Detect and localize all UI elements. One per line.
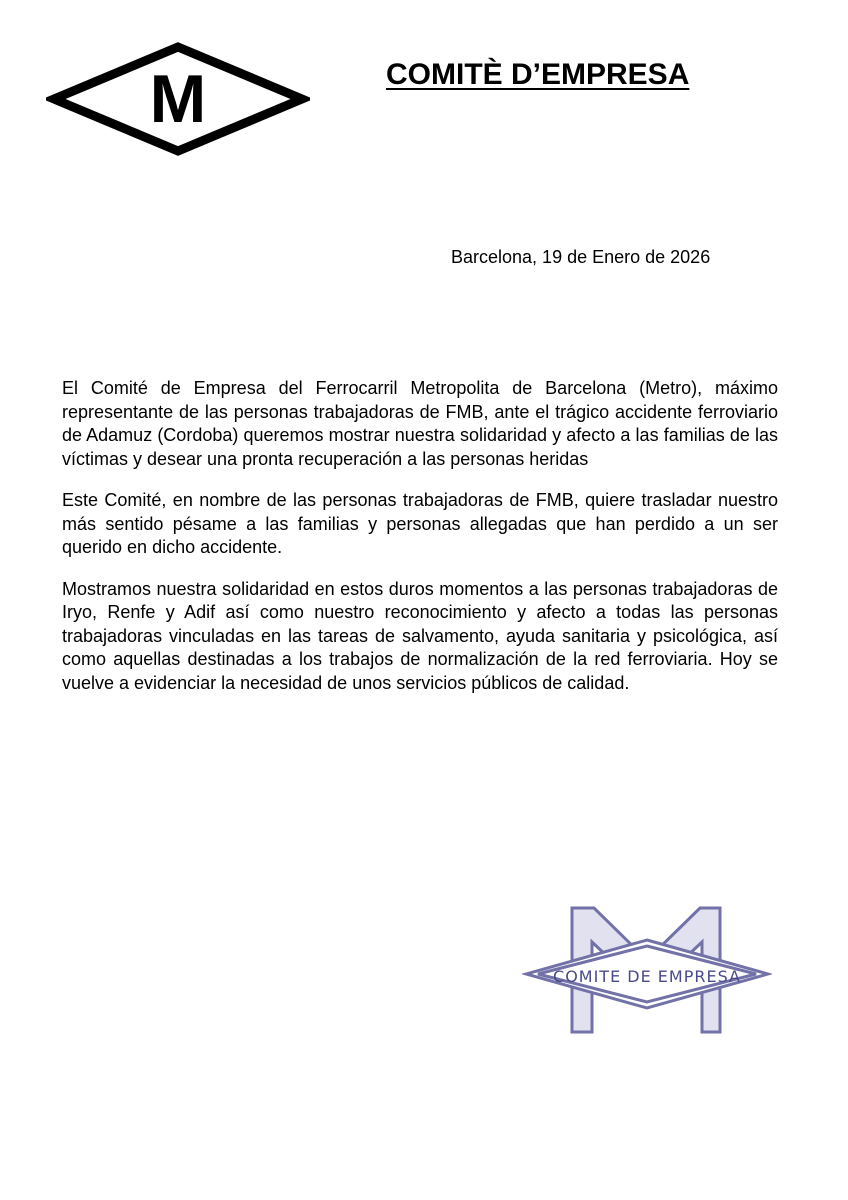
- paragraph-3: Mostramos nuestra solidaridad en estos duros momentos a las personas trabajadoras de Iryo, Renfe y Adif así como nuestro reconocimiento y afecto a todas las personas trabajadoras vinculadas en las tareas de salvamento, ayuda sanitaria y psicológica, así como aquellas destinadas a los trabajos de normalización de la red ferroviaria. Hoy se vuelve a evidenciar la necesidad de unos servicios públicos de calidad.: [62, 578, 778, 693]
- letter-body: [62, 377, 778, 713]
- logo-letter: M: [149, 61, 207, 137]
- page-title: COMITÈ D’EMPRESA: [386, 58, 690, 91]
- date-line: Barcelona, 19 de Enero de 2026: [451, 247, 711, 267]
- paragraph-2: Este Comité, en nombre de las personas trabajadoras de FMB, quiere trasladar nuestro más sentido pésame a las familias y personas allegadas que han perdido a un ser querido en dicho accidente.: [62, 490, 778, 557]
- metro-logo-icon: [46, 42, 310, 156]
- stamp-text: COMITE DE EMPRESA: [553, 967, 741, 986]
- comite-stamp-icon: [522, 902, 772, 1040]
- paragraph-1: El Comité de Empresa del Ferrocarril Metropolita de Barcelona (Metro), máximo representante de las personas trabajadoras de FMB, ante el trágico accidente ferroviario de Adamuz (Cordoba) queremos mostrar nuestra solidaridad y afecto a las familias de las víctimas y desear una pronta recuperación a las personas heridas: [62, 378, 778, 469]
